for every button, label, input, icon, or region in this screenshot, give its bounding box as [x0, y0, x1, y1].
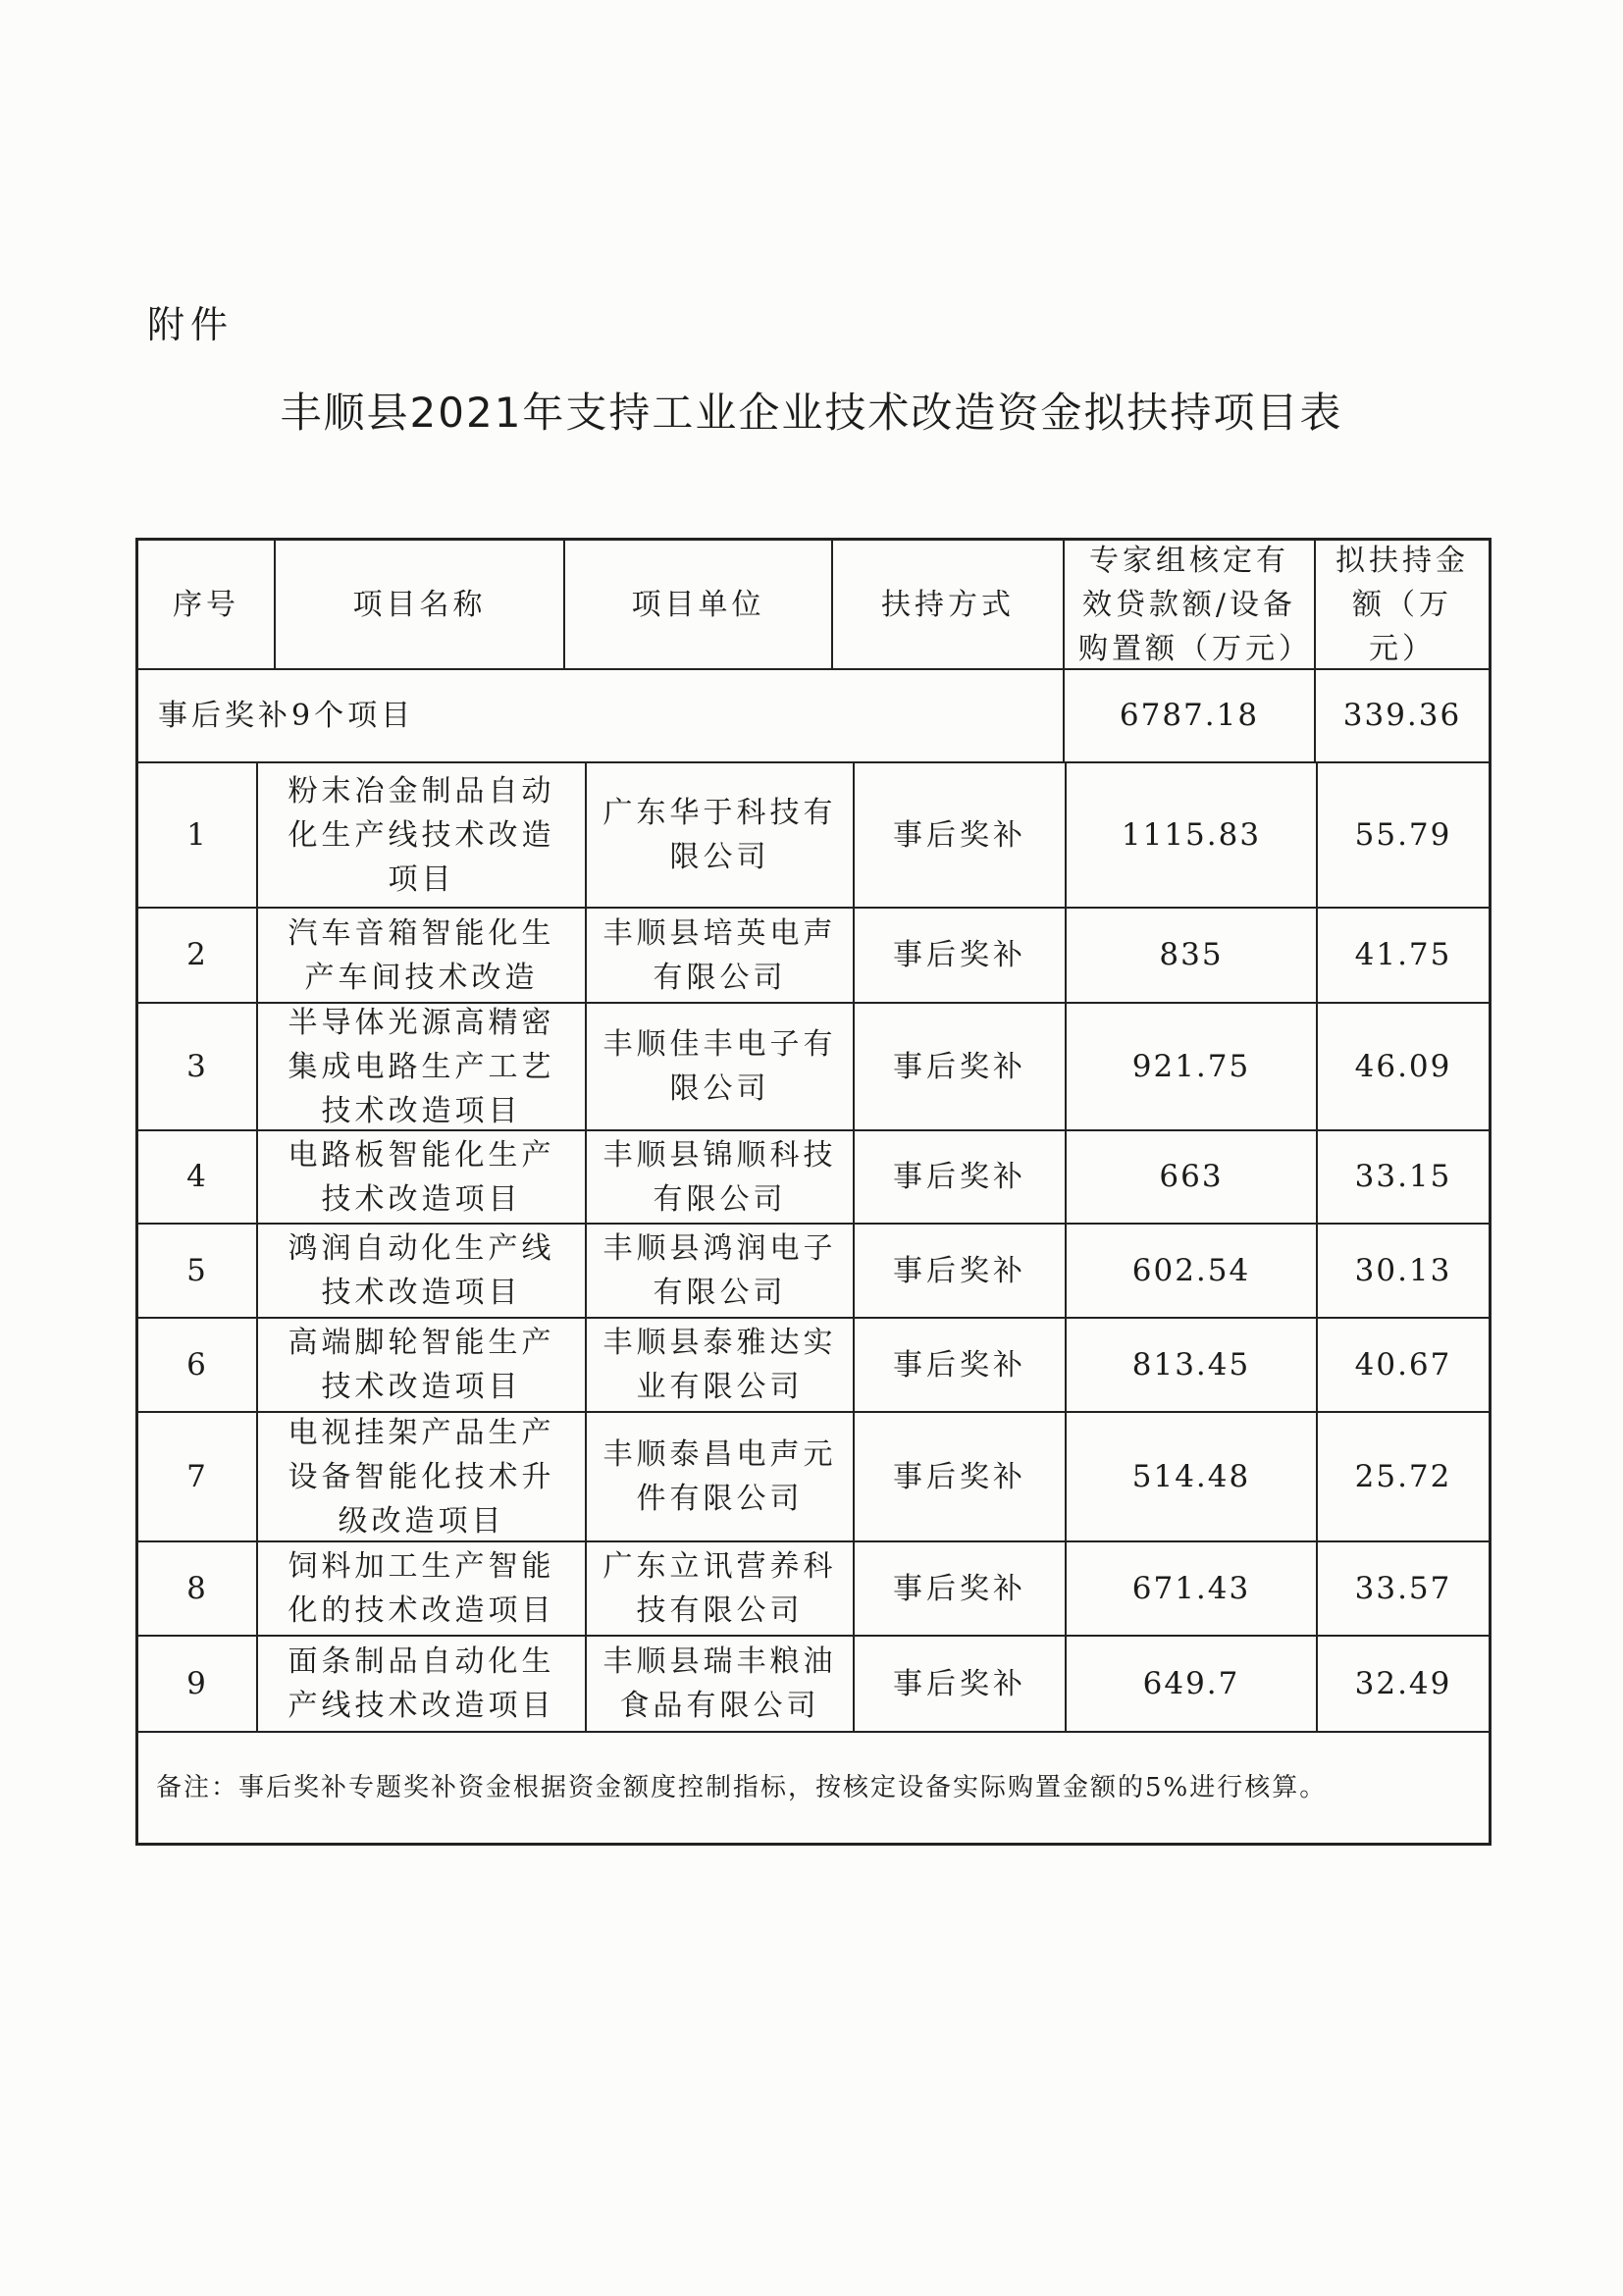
row-loan-amount: 602.54 — [1067, 1225, 1318, 1317]
row-support-amount: 32.49 — [1354, 1665, 1452, 1701]
row-project-unit: 丰顺泰昌电声元件有限公司 — [587, 1413, 855, 1540]
table-row — [138, 909, 1489, 1004]
row-support-mode: 事后奖补 — [855, 909, 1067, 1002]
document-title: 丰顺县2021年支持工业企业技术改造资金拟扶持项目表 — [280, 389, 1343, 437]
header-unit: 项目单位 — [565, 541, 833, 668]
note-text: 备注：事后奖补专题奖补资金根据资金额度控制指标，按核定设备实际购置金额的5%进行核算。 — [156, 1772, 1328, 1802]
row-loan-amount: 649.7 — [1067, 1637, 1318, 1731]
row-project-name: 半导体光源高精密集成电路生产工艺技术改造项目 — [258, 1004, 587, 1129]
row-support-amount: 40.67 — [1354, 1346, 1452, 1383]
row-seq: 6 — [138, 1319, 258, 1411]
table-note — [138, 1733, 1489, 1843]
row-project-unit: 丰顺县培英电声有限公司 — [587, 909, 855, 1002]
row-support-amount: 30.13 — [1354, 1252, 1452, 1288]
row-project-unit: 丰顺县瑞丰粮油食品有限公司 — [587, 1637, 855, 1731]
table-row — [138, 1004, 1489, 1131]
row-seq: 8 — [138, 1542, 258, 1635]
row-support-mode: 事后奖补 — [855, 1225, 1067, 1317]
summary-row — [138, 670, 1489, 763]
row-support-mode: 事后奖补 — [855, 1413, 1067, 1540]
row-project-name: 面条制品自动化生产线技术改造项目 — [258, 1637, 587, 1731]
row-project-unit: 丰顺县锦顺科技有限公司 — [587, 1131, 855, 1223]
row-seq: 9 — [138, 1637, 258, 1731]
header-name: 项目名称 — [276, 541, 565, 668]
row-loan-amount: 835 — [1067, 909, 1318, 1002]
table-row — [138, 1225, 1489, 1319]
row-support-mode: 事后奖补 — [855, 1542, 1067, 1635]
row-project-name: 粉末冶金制品自动化生产线技术改造项目 — [258, 763, 587, 907]
attachment-label: 附件 — [147, 303, 235, 346]
row-project-unit: 广东立讯营养科技有限公司 — [587, 1542, 855, 1635]
row-project-name: 电视挂架产品生产设备智能化技术升级改造项目 — [258, 1413, 587, 1540]
summary-label: 事后奖补9个项目 — [138, 670, 1065, 761]
row-seq: 3 — [138, 1004, 258, 1129]
header-seq: 序号 — [138, 541, 276, 668]
row-seq: 1 — [138, 763, 258, 907]
row-seq: 7 — [138, 1413, 258, 1540]
row-support-mode: 事后奖补 — [855, 1319, 1067, 1411]
row-support-mode: 事后奖补 — [855, 1131, 1067, 1223]
project-table — [135, 538, 1492, 1846]
row-loan-amount: 514.48 — [1067, 1413, 1318, 1540]
row-project-name: 汽车音箱智能化生产车间技术改造 — [258, 909, 587, 1002]
row-support-amount: 41.75 — [1354, 937, 1452, 972]
summary-amount: 339.36 — [1342, 698, 1462, 733]
row-support-amount: 25.72 — [1354, 1458, 1452, 1494]
row-support-mode: 事后奖补 — [855, 1637, 1067, 1731]
table-row — [138, 1413, 1489, 1542]
row-project-name: 高端脚轮智能生产技术改造项目 — [258, 1319, 587, 1411]
row-loan-amount: 663 — [1067, 1131, 1318, 1223]
row-support-amount: 33.15 — [1354, 1159, 1452, 1194]
row-support-amount: 46.09 — [1354, 1048, 1452, 1084]
header-amount: 拟扶持金额（万元） — [1335, 543, 1469, 666]
table-row — [138, 1319, 1489, 1413]
row-support-amount: 55.79 — [1354, 816, 1452, 853]
table-header — [138, 541, 1489, 670]
header-loan: 专家组核定有效贷款额/设备购置额（万元） — [1065, 541, 1316, 668]
row-project-unit: 丰顺佳丰电子有限公司 — [587, 1004, 855, 1129]
row-loan-amount: 671.43 — [1067, 1542, 1318, 1635]
row-project-name: 电路板智能化生产技术改造项目 — [258, 1131, 587, 1223]
row-seq: 2 — [138, 909, 258, 1002]
row-support-mode: 事后奖补 — [855, 763, 1067, 907]
row-seq: 4 — [138, 1131, 258, 1223]
row-loan-amount: 1115.83 — [1067, 763, 1318, 907]
row-project-unit: 丰顺县泰雅达实业有限公司 — [587, 1319, 855, 1411]
row-loan-amount: 813.45 — [1067, 1319, 1318, 1411]
row-project-name: 饲料加工生产智能化的技术改造项目 — [258, 1542, 587, 1635]
row-project-unit: 丰顺县鸿润电子有限公司 — [587, 1225, 855, 1317]
table-row — [138, 1131, 1489, 1225]
row-support-amount: 33.57 — [1354, 1570, 1452, 1606]
table-row — [138, 1637, 1489, 1733]
table-row — [138, 763, 1489, 909]
table-row — [138, 1542, 1489, 1637]
row-support-mode: 事后奖补 — [855, 1004, 1067, 1129]
row-project-name: 鸿润自动化生产线技术改造项目 — [258, 1225, 587, 1317]
row-seq: 5 — [138, 1225, 258, 1317]
summary-loan: 6787.18 — [1065, 670, 1316, 761]
row-loan-amount: 921.75 — [1067, 1004, 1318, 1129]
row-project-unit: 广东华于科技有限公司 — [587, 763, 855, 907]
header-mode: 扶持方式 — [833, 541, 1065, 668]
